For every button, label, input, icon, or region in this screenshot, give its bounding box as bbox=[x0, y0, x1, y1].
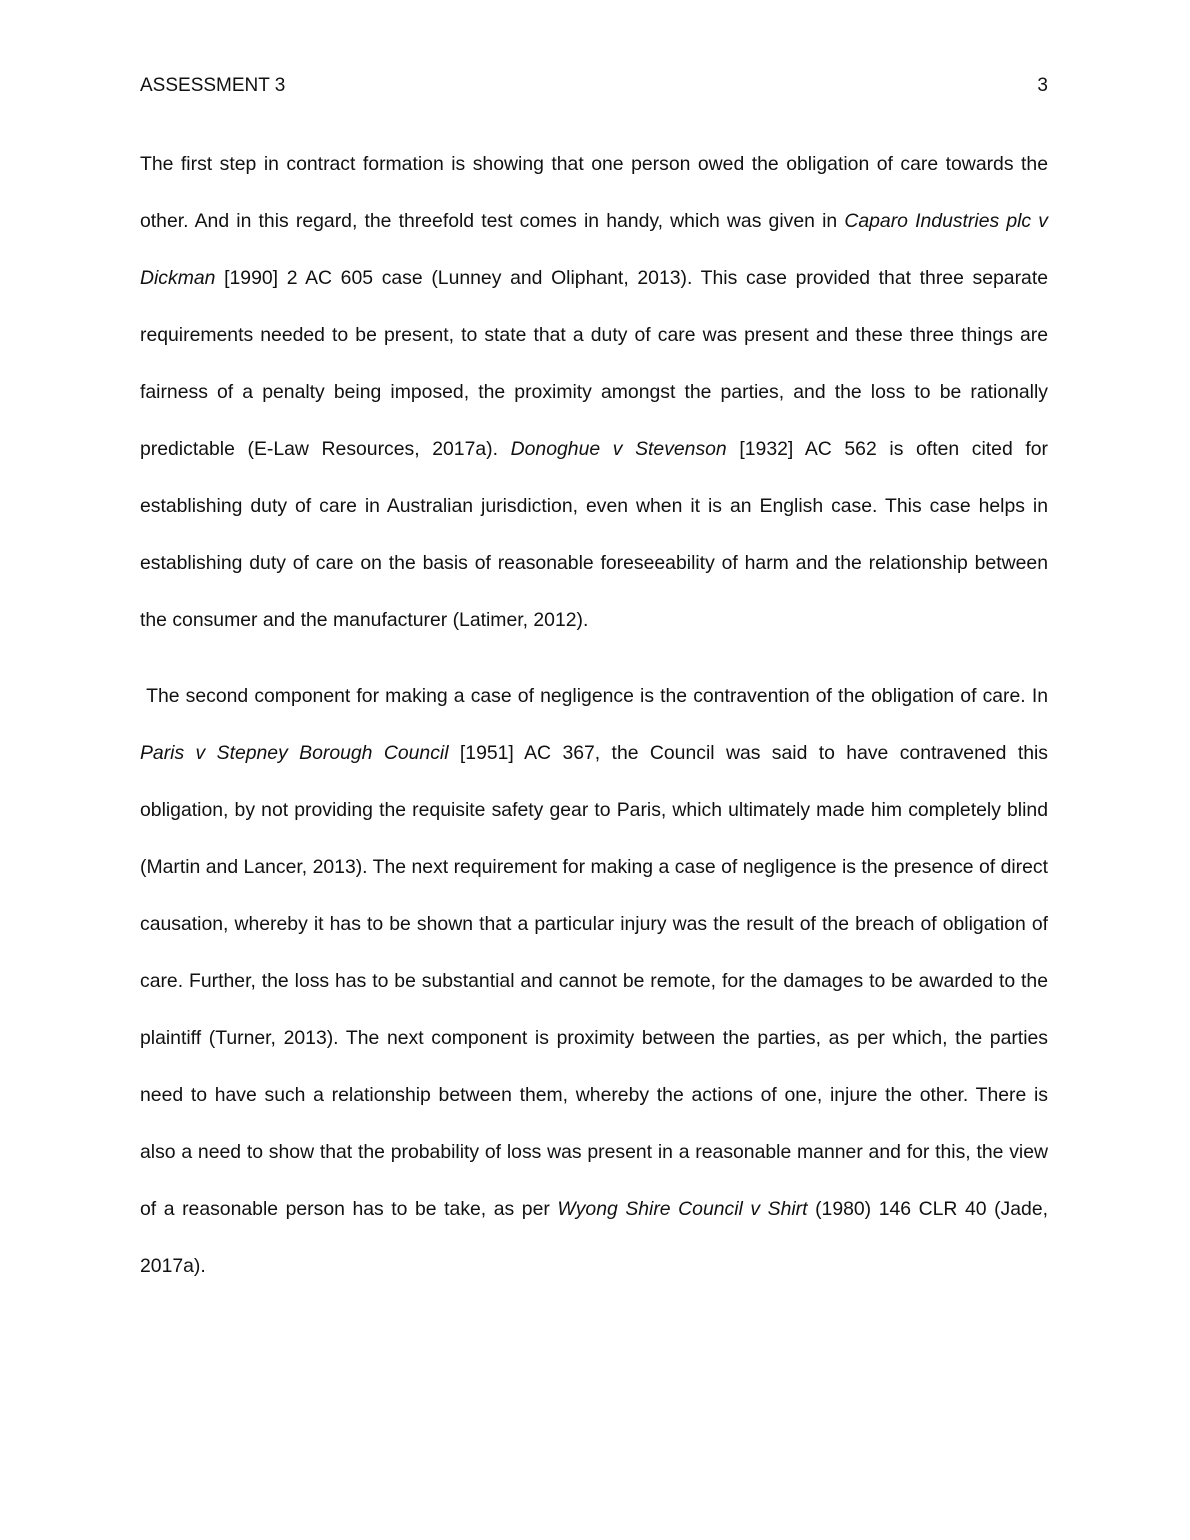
case-citation: Caparo Industries plc v Dickman bbox=[140, 210, 1048, 289]
case-citation: Paris v Stepney Borough Council bbox=[140, 742, 449, 764]
case-citation: Donoghue v Stevenson bbox=[510, 438, 727, 460]
page-number: 3 bbox=[1037, 75, 1048, 96]
header-title: ASSESSMENT 3 bbox=[140, 75, 286, 96]
paragraph-breach-of-duty bbox=[140, 668, 1054, 1295]
text-run: [1932] AC 562 is often cited for establishing duty of care in Australian jurisdiction, even when it is an English case. This case helps in establishing duty of care on the basis of reasonable foreseeability of harm and the relationship between the consumer and the manufacturer (Latimer, 2012). bbox=[140, 438, 1048, 631]
case-citation: Wyong Shire Council v Shirt bbox=[557, 1198, 808, 1220]
text-run: The first step in contract formation is showing that one person owed the obligation of care towards the other. And in this regard, the threefold test comes in handy, which was given in bbox=[140, 153, 1048, 232]
paragraph-duty-of-care bbox=[140, 136, 1048, 649]
running-header bbox=[140, 72, 1050, 100]
text-run: [1990] 2 AC 605 case (Lunney and Oliphant, 2013). This case provided that three separate requirements needed to be present, to state that a duty of care was present and these three things are fairness of a penalty being imposed, the proximity amongst the parties, and the loss to be rationally predictable (E-Law Resources, 2017a). bbox=[140, 267, 1048, 460]
text-run: [1951] AC 367, the Council was said to have contravened this obligation, by not providing the requisite safety gear to Paris, which ultimately made him completely blind (Martin and Lancer, 2013). The next requirement for making a case of negligence is the presence of direct causation, whereby it has to be shown that a particular injury was the result of the breach of obligation of care. Further, the loss has to be substantial and cannot be remote, for the damages to be awarded to the plaintiff (Turner, 2013). The next component is proximity between the parties, as per which, the parties need to have such a relationship between them, whereby the actions of one, injure the other. There is also a need to show that the probability of loss was present in a reasonable manner and for this, the view of a reasonable person has to be take, as per bbox=[140, 742, 1049, 1220]
text-run: (1980) 146 CLR 40 (Jade, 2017a). bbox=[140, 1198, 1048, 1277]
body-text bbox=[140, 136, 1054, 1295]
text-run: The second component for making a case of negligence is the contravention of the obligation of care. In bbox=[140, 685, 1054, 707]
